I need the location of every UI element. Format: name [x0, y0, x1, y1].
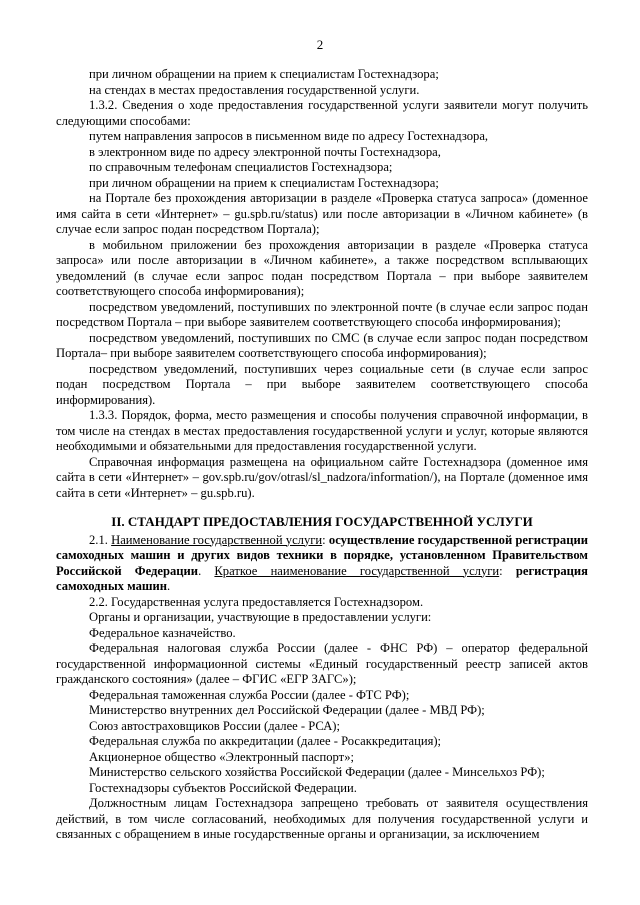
page-number: 2: [316, 37, 324, 52]
section-1-paragraph: на Портале без прохождения авторизации в разделе «Проверка статуса запроса» (доменное имя сайта в сети «Интернет» – gu.spb.ru/status) или после авторизации в «Личном кабинете» (в случае если запрос подан посредством Портала);: [56, 191, 588, 236]
section-2-paragraph: Федеральная таможенная служба России (далее - ФТС РФ);: [89, 687, 410, 702]
section-2-paragraph: Федеральная служба по аккредитации (далее - Росаккредитация);: [89, 734, 442, 748]
section-1-paragraph: в электронном виде по адресу электронной почты Гостехнадзора,: [89, 144, 441, 159]
section-1-paragraph: 1.3.2. Сведения о ходе предоставления государственной услуги заявители могут получить следующими способами:: [56, 98, 588, 128]
service-short-name-label: Краткое наименование государственной услуги: [214, 563, 500, 578]
section-2-paragraph: Министерство сельского хозяйства Российской Федерации (далее - Минсельхоз РФ);: [89, 765, 545, 779]
section-1-continuation: [56, 67, 588, 501]
section-2-paragraph: Должностным лицам Гостехнадзора запрещено требовать от заявителя осуществления действий, в том числе согласований, необходимых для получения государственной услуги и связанных с обращением в иные государственные органы и организации, за исключением: [56, 796, 588, 841]
section-2-paragraph: Гостехнадзоры субъектов Российской Федерации.: [89, 780, 357, 795]
section-2-paragraph: Союз автостраховщиков России (далее - РСА);: [89, 718, 340, 733]
document-body: [56, 67, 588, 843]
section-2-paragraph: Министерство внутренних дел Российской Федерации (далее - МВД РФ);: [89, 703, 485, 717]
section-1-paragraph: по справочным телефонам специалистов Гостехнадзора;: [89, 160, 393, 174]
section-2-paragraph: Федеральная налоговая служба России (далее - ФНС РФ) – оператор федеральной государственной информационной системы «Единый государственный реестр записей актов гражданского состояния» (далее – ФГИС «ЕГР ЗАГС»);: [56, 641, 588, 686]
section-1-paragraph: посредством уведомлений, поступивших по СМС (в случае если запрос подан посредством Портала– при выборе заявителем соответствующего способа информирования);: [56, 330, 588, 360]
paragraph-number: 2.1.: [89, 532, 112, 547]
section-1-paragraph: при личном обращении на прием к специалистам Гостехнадзора;: [89, 67, 439, 81]
section-2-paragraph: 2.2. Государственная услуга предоставляется Гостехнадзором.: [89, 594, 424, 609]
section-1-paragraph: на стендах в местах предоставления государственной услуги.: [89, 82, 420, 97]
section-1-paragraph: путем направления запросов в письменном виде по адресу Гостехнадзора,: [89, 129, 489, 143]
service-name-label: Наименование государственной услуги: [111, 532, 323, 547]
service-short-name: регистрация самоходных машин: [56, 563, 588, 593]
section-1-paragraph: 1.3.3. Порядок, форма, место размещения и способы получения справочной информации, в том числе на стендах в местах предоставления государственной услуги и услуг, которые являются необходимыми и обязательными для предоставления государственной услуги.: [56, 408, 588, 453]
punctuation: :: [499, 563, 516, 578]
punctuation: .: [198, 563, 215, 578]
section-2-paragraph: Федеральное казначейство.: [89, 625, 236, 640]
section-2-paragraph: Акционерное общество «Электронный паспорт»;: [89, 749, 354, 764]
section-2-paragraph: Органы и организации, участвующие в предоставлении услуги:: [89, 610, 432, 624]
section-1-paragraph: посредством уведомлений, поступивших через социальные сети (в случае если запрос подан посредством Портала – при выборе заявителем соответствующего способа информирования).: [56, 361, 588, 407]
section-1-paragraph: при личном обращении на прием к специалистам Гостехнадзора;: [89, 175, 439, 190]
section-2-body: [56, 595, 588, 843]
section-1-paragraph: в мобильном приложении без прохождения авторизации в разделе «Проверка статуса запроса» или после авторизации в «Личном кабинете», а также посредством всплывающих уведомлений (в случае если запрос подан посредством Портала – при выборе заявителем соответствующего способа информирования);: [56, 237, 588, 298]
punctuation: :: [322, 532, 329, 547]
paragraph-2-1: [56, 533, 588, 595]
section-2-heading: II. СТАНДАРТ ПРЕДОСТАВЛЕНИЯ ГОСУДАРСТВЕННОЙ УСЛУГИ: [111, 514, 533, 529]
service-full-name: осуществление государственной регистрации самоходных машин и других видов техники в порядке, установленном Правительством Российской Федерации: [56, 532, 588, 578]
section-1-paragraph: Справочная информация размещена на официальном сайте Гостехнадзора (доменное имя сайта в сети «Интернет» – gov.spb.ru/gov/otrasl/sl_nadzora/information/), на Портале (доменное имя сайта в сети «Интернет» – gu.spb.ru).: [56, 454, 588, 500]
punctuation: .: [167, 579, 171, 593]
section-1-paragraph: посредством уведомлений, поступивших по электронной почте (в случае если запрос подан посредством Портала – при выборе заявителем соответствующего способа информирования);: [56, 299, 588, 329]
